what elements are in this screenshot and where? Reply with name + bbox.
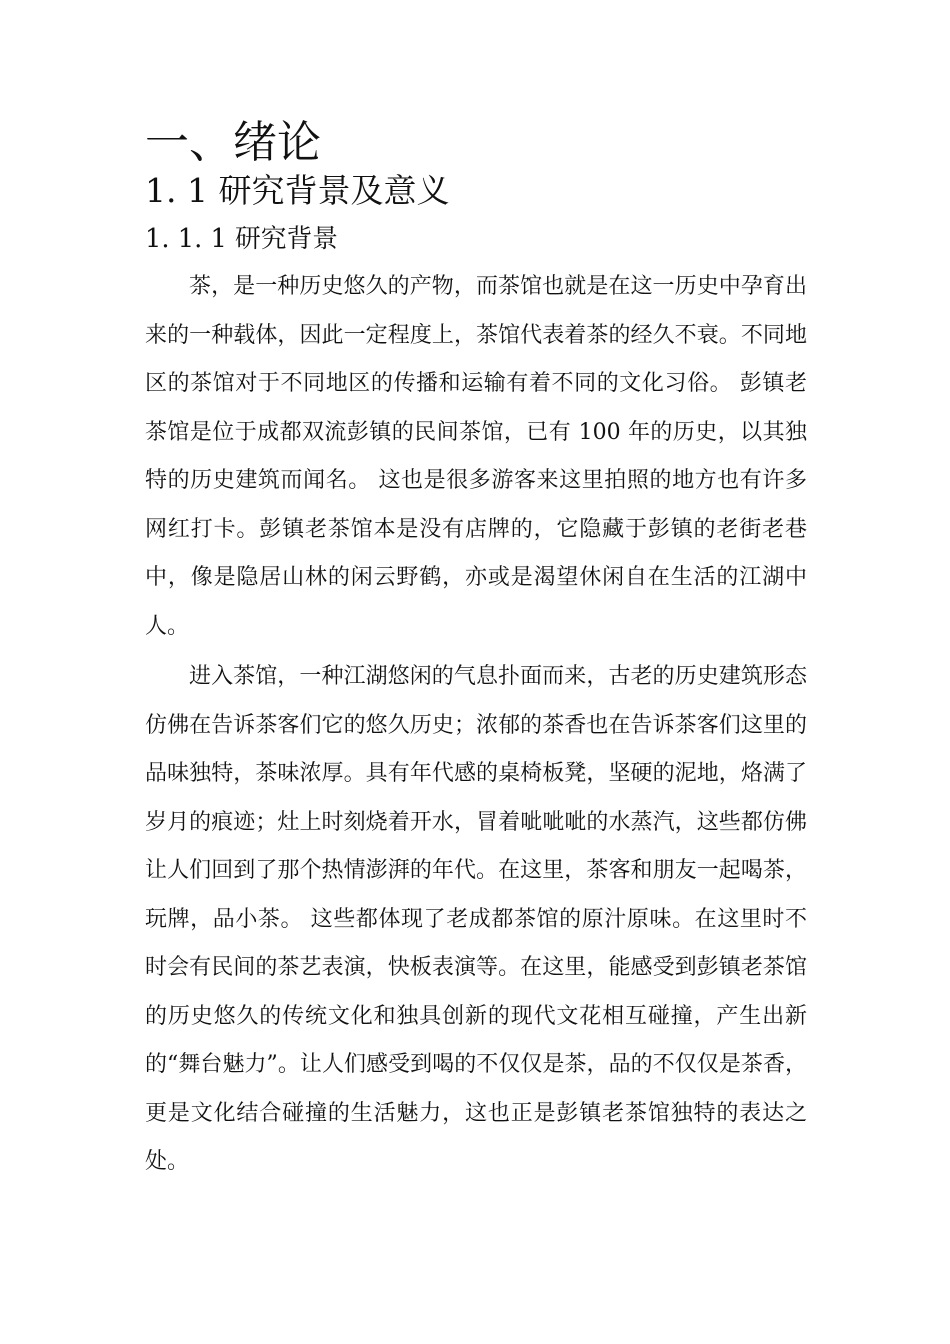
document-body	[145, 119, 807, 1187]
body-paragraph-1: 茶，是一种历史悠久的产物，而茶馆也就是在这一历史中孕育出来的一种载体，因此一定程度上，茶馆代表着茶的经久不衰。不同地区的茶馆对于不同地区的传播和运输有着不同的文化习俗。 彭镇老茶馆是位于成都双流彭镇的民间茶馆，已有 100 年的历史，以其独特的历史建筑而闻名。 这也是很多游客来这里拍照的地方也有许多网红打卡。彭镇老茶馆本是没有店牌的，它隐藏于彭镇的老街老巷中，像是隐居山林的闲云野鹤，亦或是渴望休闲自在生活的江湖中人。	[145, 274, 807, 639]
chapter-heading: 一、绪论	[145, 117, 321, 168]
subsection-heading: 1. 1. 1 研究背景	[145, 224, 338, 254]
body-paragraph-2: 进入茶馆，一种江湖悠闲的气息扑面而来，古老的历史建筑形态仿佛在告诉茶客们它的悠久历史；浓郁的茶香也在告诉茶客们这里的品味独特，茶味浓厚。具有年代感的桌椅板凳，坚硬的泥地，烙满了岁月的痕迹；灶上时刻烧着开水，冒着呲呲呲的水蒸汽，这些都仿佛让人们回到了那个热情澎湃的年代。在这里，茶客和朋友一起喝茶，玩牌，品小茶。 这些都体现了老成都茶馆的原汁原味。在这里时不时会有民间的茶艺表演，快板表演等。在这里，能感受到彭镇老茶馆的历史悠久的传统文化和独具创新的现代文花相互碰撞，产生出新的“舞台魅力”。让人们感受到喝的不仅仅是茶，品的不仅仅是茶香，更是文化结合碰撞的生活魅力，这也正是彭镇老茶馆独特的表达之处。	[145, 664, 807, 1174]
section-heading: 1. 1 研究背景及意义	[145, 171, 450, 210]
